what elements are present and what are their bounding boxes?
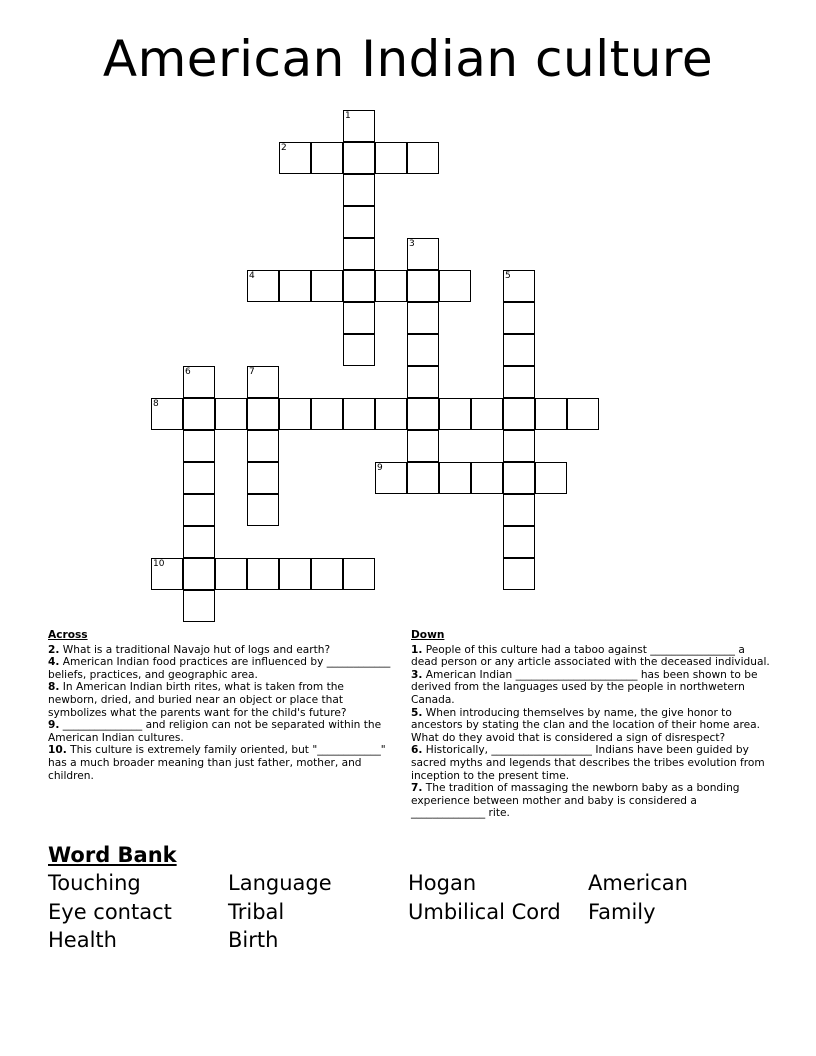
grid-cell[interactable]	[343, 558, 375, 590]
down-clues	[411, 629, 773, 820]
grid-cell[interactable]	[311, 558, 343, 590]
grid-cell[interactable]	[503, 334, 535, 366]
across-clue	[48, 681, 393, 719]
word-bank-word: Family	[588, 899, 656, 924]
word-bank	[48, 843, 778, 955]
clue-number: 1	[345, 111, 351, 121]
grid-cell[interactable]	[343, 110, 375, 142]
grid-cell[interactable]	[407, 398, 439, 430]
grid-cell[interactable]	[311, 398, 343, 430]
clue-number: 7	[249, 367, 255, 377]
clue-text: _______________ and religion can not be separated within the American Indian cultures.	[48, 719, 382, 744]
across-clue	[48, 744, 393, 782]
grid-cell[interactable]	[535, 462, 567, 494]
grid-cell[interactable]	[343, 302, 375, 334]
grid-cell[interactable]	[247, 462, 279, 494]
clue-text: American Indian _______________________ has been shown to be derived from the languages used by the people in northwetern Canada.	[411, 668, 758, 706]
grid-cell[interactable]	[151, 558, 183, 590]
down-header: Down	[411, 629, 445, 641]
grid-cell[interactable]	[375, 398, 407, 430]
down-clue	[411, 707, 773, 745]
clue-number: 2.	[48, 643, 60, 656]
clue-text: American Indian food practices are influenced by ____________ beliefs, practices, and geographic area.	[48, 656, 391, 681]
grid-cell[interactable]	[343, 398, 375, 430]
grid-cell[interactable]	[471, 462, 503, 494]
puzzle-title: American Indian culture	[102, 30, 714, 88]
down-clue	[411, 669, 773, 707]
grid-cell[interactable]	[247, 270, 279, 302]
grid-cell[interactable]	[439, 398, 471, 430]
word-bank-word: Language	[228, 871, 332, 895]
word-bank-word: Health	[48, 928, 117, 952]
grid-cell[interactable]	[151, 398, 183, 430]
word-bank-title: Word Bank	[48, 843, 177, 867]
grid-cell[interactable]	[503, 462, 535, 494]
grid-cell[interactable]	[247, 558, 279, 590]
grid-cell[interactable]	[183, 398, 215, 430]
clue-number: 3	[409, 239, 415, 249]
grid-cell[interactable]	[311, 270, 343, 302]
grid-cell[interactable]	[407, 334, 439, 366]
grid-cell[interactable]	[503, 494, 535, 526]
grid-cell[interactable]	[279, 142, 311, 174]
grid-cell[interactable]	[183, 590, 215, 622]
word-bank-word: American	[588, 871, 688, 895]
clue-number: 6	[185, 367, 191, 377]
across-clue	[48, 656, 393, 681]
grid-cell[interactable]	[343, 174, 375, 206]
clue-text: What is a traditional Navajo hut of logs and earth?	[59, 643, 331, 656]
across-clue	[48, 644, 393, 657]
clue-text: Historically, ___________________ Indians have been guided by sacred myths and legends that describes the tribes evolution from inception to the present time.	[411, 744, 765, 782]
grid-cell[interactable]	[183, 366, 215, 398]
word-bank-word: Eye contact	[48, 899, 172, 924]
word-bank-word: Touching	[48, 871, 141, 895]
grid-cell[interactable]	[375, 270, 407, 302]
grid-cell[interactable]	[247, 398, 279, 430]
grid-cell[interactable]	[503, 366, 535, 398]
grid-cell[interactable]	[247, 366, 279, 398]
clue-number: 10.	[48, 744, 67, 757]
clue-number: 5.	[411, 706, 423, 719]
clue-text: People of this culture had a taboo against ________________ a dead person or any article associated with the deceased individual.	[411, 643, 770, 669]
grid-cell[interactable]	[183, 430, 215, 462]
grid-cell[interactable]	[407, 302, 439, 334]
grid-cell[interactable]	[279, 398, 311, 430]
clue-number: 6.	[411, 744, 423, 757]
grid-cell[interactable]	[343, 270, 375, 302]
grid-cell[interactable]	[439, 462, 471, 494]
grid-cell[interactable]	[471, 398, 503, 430]
grid-cell[interactable]	[375, 142, 407, 174]
across-header: Across	[48, 629, 88, 641]
grid-cell[interactable]	[503, 430, 535, 462]
grid-cell[interactable]	[407, 462, 439, 494]
grid-cell[interactable]	[247, 494, 279, 526]
clue-number: 1.	[411, 643, 423, 656]
grid-cell[interactable]	[503, 302, 535, 334]
word-bank-word: Hogan	[408, 871, 477, 895]
across-clue	[48, 719, 393, 744]
clue-number: 10	[153, 559, 165, 569]
grid-cell[interactable]	[311, 142, 343, 174]
clue-text: When introducing themselves by name, the give honor to ancestors by stating the clan and the location of their home area. What do they avoid that is considered a sign of disrespect?	[411, 706, 760, 744]
clue-number: 2	[281, 143, 287, 153]
clue-text: The tradition of massaging the newborn baby as a bonding experience between mother and baby is considered a ______________ rite.	[411, 782, 740, 820]
word-bank-word: Tribal	[228, 899, 285, 924]
grid-cell[interactable]	[343, 238, 375, 270]
clue-number: 8.	[48, 681, 60, 694]
grid-cell[interactable]	[407, 142, 439, 174]
clue-text: This culture is extremely family oriented, but "____________" has a much broader meaning than just father, mother, and children.	[48, 744, 386, 782]
grid-cell[interactable]	[503, 558, 535, 590]
grid-cell[interactable]	[183, 558, 215, 590]
down-clue-list	[411, 644, 773, 820]
grid-cell[interactable]	[503, 270, 535, 302]
down-clue	[411, 782, 773, 820]
clue-number: 5	[505, 271, 511, 281]
clue-number: 4	[249, 271, 255, 281]
grid-cell[interactable]	[215, 558, 247, 590]
across-clue-list	[48, 644, 393, 783]
down-clue	[411, 644, 773, 669]
grid-cell[interactable]	[279, 270, 311, 302]
grid-cell[interactable]	[503, 398, 535, 430]
word-bank-word: Birth	[228, 928, 279, 952]
grid-cell[interactable]	[279, 558, 311, 590]
clue-number: 8	[153, 399, 159, 409]
grid-cell[interactable]	[407, 238, 439, 270]
grid-cell[interactable]	[407, 366, 439, 398]
grid-cell[interactable]	[343, 142, 375, 174]
across-clues	[48, 629, 393, 782]
clue-number: 3.	[411, 668, 423, 681]
grid-cell[interactable]	[407, 270, 439, 302]
clue-number: 9	[377, 463, 383, 473]
grid-cell[interactable]	[183, 494, 215, 526]
grid-cell[interactable]	[247, 430, 279, 462]
grid-cell[interactable]	[215, 398, 247, 430]
grid-cell[interactable]	[343, 334, 375, 366]
grid-cell[interactable]	[535, 398, 567, 430]
grid-cell[interactable]	[503, 526, 535, 558]
clue-number: 4.	[48, 656, 60, 669]
clue-number: 7.	[411, 782, 423, 795]
clue-number: 9.	[48, 719, 60, 732]
clue-text: In American Indian birth rites, what is taken from the newborn, dried, and buried near an object or place that symbolizes what the parents want for the child's future?	[48, 681, 347, 719]
grid-cell[interactable]	[567, 398, 599, 430]
word-bank-list	[48, 869, 778, 955]
grid-cell[interactable]	[439, 270, 471, 302]
grid-cell[interactable]	[183, 526, 215, 558]
down-clue	[411, 744, 773, 782]
grid-cell[interactable]	[407, 430, 439, 462]
grid-cell[interactable]	[375, 462, 407, 494]
word-bank-word: Umbilical Cord	[408, 899, 561, 924]
grid-cell[interactable]	[183, 462, 215, 494]
grid-cell[interactable]	[343, 206, 375, 238]
